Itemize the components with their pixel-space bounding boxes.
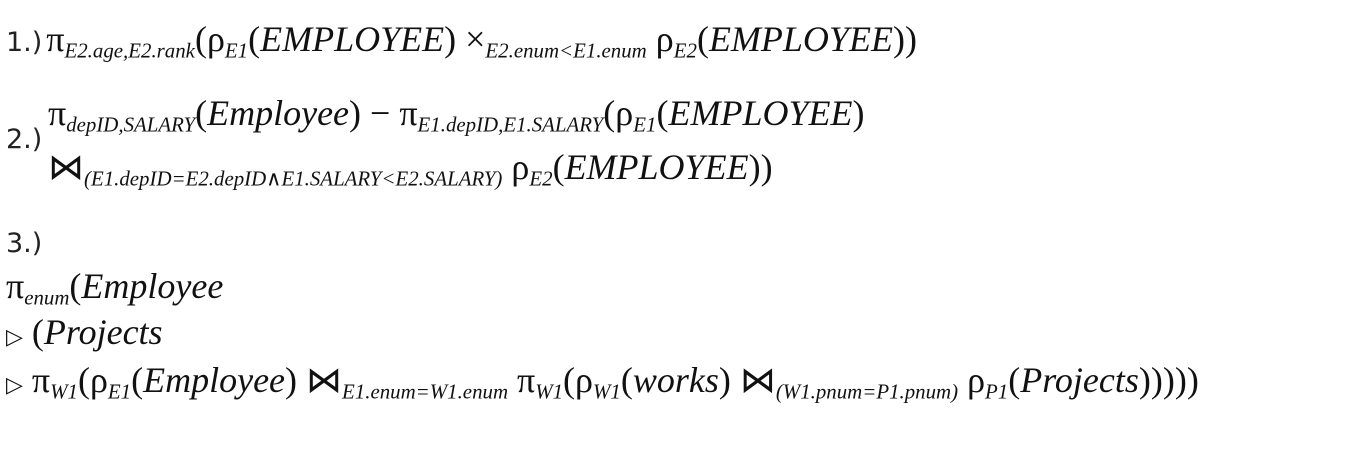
expression-3-line-2: ▷ (Projects [6,312,163,352]
expression-3-line-1: $\pi_{enum}(Employee$ [6,266,224,310]
expression-2-line-2: $⋈_{(E1.depID=E2.depID\wedge E1.SALARY<E2.SALARY)}$ $\rho_{E2}(EMPLOYEE)$) [48,147,773,191]
expression-3-line-3-wrap [6,359,1199,404]
item-label-2: 2.) [6,124,43,155]
expression-1 [6,18,917,63]
item-label-3: 3.) [6,228,43,259]
expression-3-line-2-wrap [6,311,163,353]
expression-2-line-2-wrap [48,146,773,191]
expression-3-line-1-wrap [6,265,224,310]
expression-1-line-1: $\pi_{E2.age,E2.rank}(\rho_{E1}(EMPLOYEE) \times_{E2.enum<E1.enum}$ $\rho_{E2}(EMPLOYEE)$) [46,19,917,63]
expression-3-line-3: ▷ $\pi_{W1}(\rho_{E1}(Employee)$ $⋈_{E1.enum=W1.enum}$ $\pi_{W1}(\rho_{W1}(works)$ $⋈_{(W1.pnum=P1.pnum)}$ $\rho_{P1}(Projects)$)))) [6,360,1199,404]
item-label-1: 1.) [6,27,43,58]
expression-2-line-1-wrap [48,92,865,137]
expression-2-line-1: $\pi_{depID,SALARY}(Employee)$ − $\pi_{E1.depID,E1.SALARY}(\rho_{E1}(EMPLOYEE)$ [48,93,865,137]
